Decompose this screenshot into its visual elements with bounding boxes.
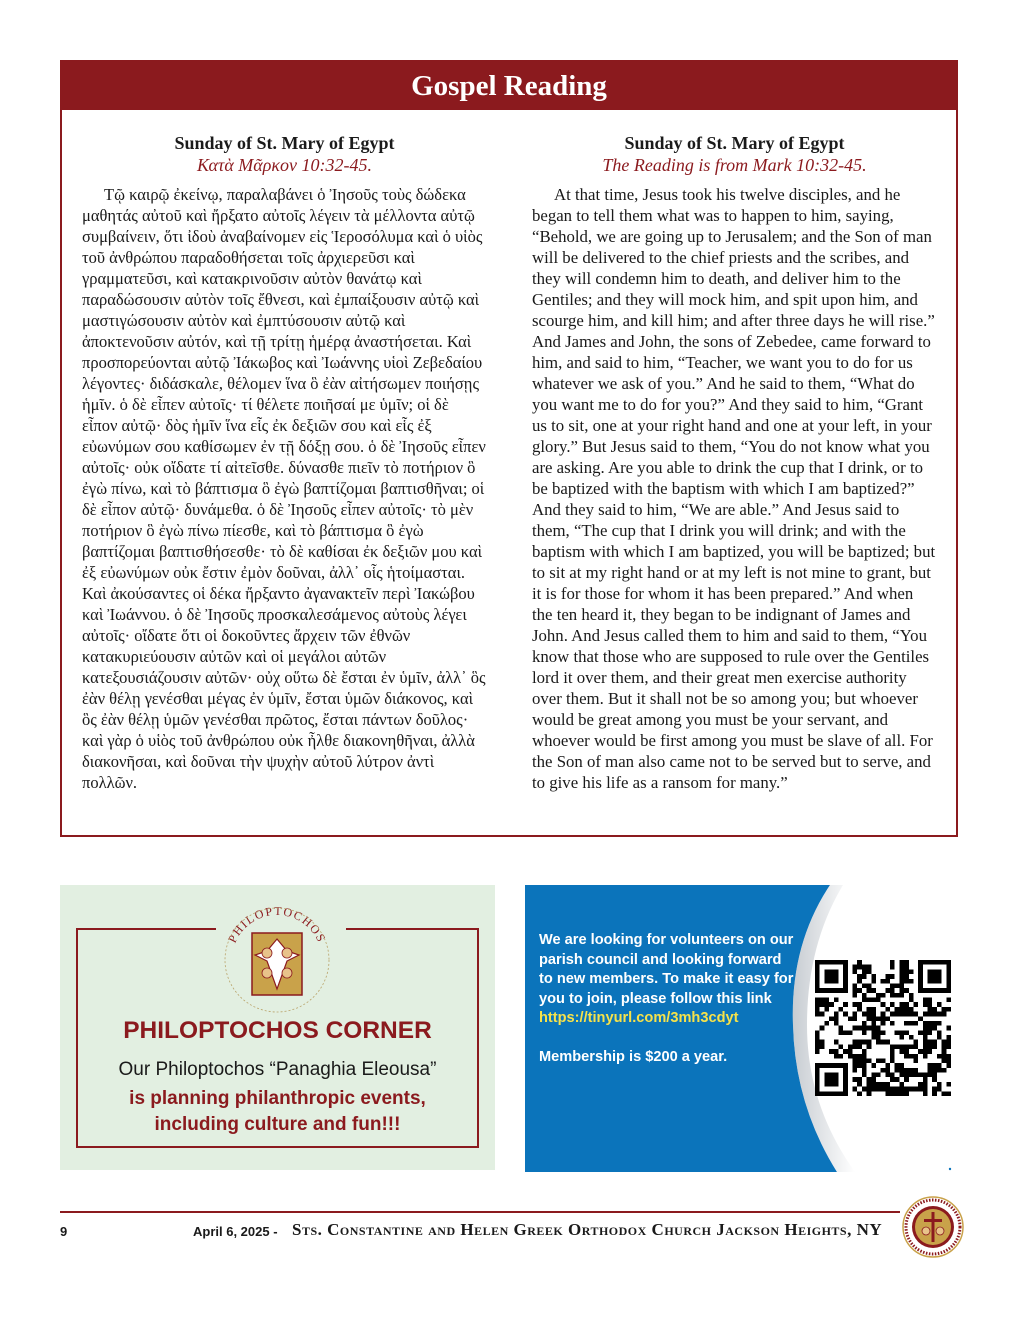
greek-text: Τῷ καιρῷ ἐκείνῳ, παραλαβάνει ὁ Ἰησοῦς τοὺς δώδεκα μαθητάς αὐτοῦ καὶ ἤρξατο αὐτοῖς λέγειν τὰ μέλλοντα αὐτῷ συμβαίνειν, ὅτι ἰδοὺ ἀναβαίνομεν εἰς Ἱεροσόλυμα καὶ ὁ υἱὸς τοῦ ἀνθρώπου παραδοθήσεται τοῖς ἀρχιερεῦσι καὶ γραμματεῦσι, καὶ κατακρινοῦσιν αὐτὸν θανάτῳ καὶ παραδώσουσιν αὐτὸν τοῖς ἔθνεσι, καὶ ἐμπαίξουσιν αὐτῷ καὶ μαστιγώσουσιν αὐτὸν καὶ ἐμπτύσουσιν αὐτῷ καὶ ἀποκτενοῦσιν αὐτόν, καὶ τῇ τρίτῃ ἡμέρᾳ ἀναστήσεται. Καὶ προσπορεύονται αὐτῷ Ἰάκωβος καὶ Ἰωάννης υἱοὶ Ζεβεδαίου λέγοντες· διδάσκαλε, θέλομεν ἵνα ὃ ἐὰν αἰτήσωμεν ποιήσῃς ἡμῖν. ὁ δὲ εἶπεν αὐτοῖς· τί θέλετε ποιῆσαί με ὑμῖν; οἱ δὲ εἶπον αὐτῷ· δὸς ἡμῖν ἵνα εἷς ἐκ δεξιῶν σου καὶ εἷς ἐξ εὐωνύμων σου καθίσωμεν ἐν τῇ δόξῃ σου. ὁ δὲ Ἰησοῦς εἶπεν αὐτοῖς· οὐκ οἴδατε τί αἰτεῖσθε. δύνασθε πιεῖν τὸ ποτήριον ὃ ἐγὼ πίνω, καὶ τὸ βάπτισμα ὃ ἐγὼ βαπτίζομαι βαπτισθῆναι; οἱ δὲ εἶπον αὐτῷ· δυνάμεθα. ὁ δὲ Ἰησοῦς εἶπεν αὐτοῖς· τὸ μὲν ποτήριον ὃ ἐγὼ πίνω πίεσθε, καὶ τὸ βάπτισμα ὃ ἐγὼ βαπτίζομαι βαπτισθήσεσθε· τὸ δὲ καθίσαι ἐκ δεξιῶν μου καὶ ἐξ εὐωνύμων οὐκ ἔστιν ἐμὸν δοῦναι, ἀλλ᾽ οἷς ἡτοίμασται. Καὶ ἀκούσαντες οἱ δέκα ἤρξαντο ἀγανακτεῖν περὶ Ἰακώβου καὶ Ἰωάννου. ὁ δὲ Ἰησοῦς προσκαλεσάμενος αὐτοὺς λέγει αὐτοῖς· οἴδατε ὅτι οἱ δοκοῦντες ἄρχειν τῶν ἐθνῶν κατακυριεύουσιν αὐτῶν καὶ οἱ μεγάλοι αὐτῶν κατεξουσιάζουσιν αὐτῶν· οὐχ οὕτω δὲ ἔσται ἐν ὑμῖν, ἀλλ᾽ ὃς ἐὰν θέλῃ γενέσθαι μέγας ἐν ὑμῖν, ἔσται ὑμῶν διάκονος, καὶ ὃς ἐὰν θέλῃ ὑμῶν γενέσθαι πρῶτος, ἔσται πάντων δοῦλος· καὶ γὰρ ὁ υἱὸς τοῦ ἀνθρώπου οὐκ ἦλθε διακονηθῆναι, ἀλλὰ διακονῆσαι, καὶ δοῦναι τὴν ψυχὴν αὐτοῦ λύτρον ἀντὶ πολλῶν.	[82, 185, 486, 792]
philoptochos-line-1: Our Philoptochos “Panaghia Eleousa”	[118, 1059, 437, 1080]
footer-rule	[60, 1211, 900, 1213]
page-number: 9	[60, 1224, 68, 1239]
greek-column	[82, 132, 487, 793]
english-subtitle: The Reading is from Mark 10:32-45.	[602, 155, 867, 175]
volunteers-link[interactable]: https://tinyurl.com/3mh3cdyt	[539, 1010, 739, 1027]
membership-fee: Membership is $200 a year.	[539, 1048, 728, 1065]
english-text: At that time, Jesus took his twelve disciples, and he began to tell them what was to happen to him, saying, “Behold, we are going up to Jerusalem; and the Son of man will be delivered to the chief priests and the scribes, and they will condemn him to death, and deliver him to the Gentiles; and they will mock him, and spit upon him, and scourge him, and kill him; and after three days he will rise.” And James and John, the sons of Zebedee, came forward to him, and said to him, “Teacher, we want you to do for us whatever we ask of you.” And he said to them, “What do you want me to do for you?” And they said to him, “Grant us to sit, one at your right hand and one at your left, in your glory.” But Jesus said to them, “You do not know what you are asking. Are you able to drink the cup that I drink, or to be baptized with the baptism with which I am baptized?” And they said to him, “We are able.” And Jesus said to them, “The cup that I drink you will drink; and with the baptism with which I am baptized, you will be baptized; but to sit at my right hand or at my left is not mine to grant, but it is for those for whom it has been prepared.” And when the ten heard it, they began to be indignant of James and John. And Jesus called them to him and said to them, “You know that those who are supposed to rule over the Gentiles lord it over them, and their great men exercise authority over them. But it shall not be so among you; but whoever would be great among you must be your servant, and whoever would be first among you must be slave of all. For the Son of man also came not to be served but to serve, and to give his life as a ransom for many.”	[532, 185, 936, 792]
english-title: Sunday of St. Mary of Egypt	[624, 133, 845, 153]
philoptochos-line-3: including culture and fun!!!	[154, 1114, 401, 1135]
gospel-reading-box	[60, 60, 958, 837]
svg-text:PHILOPTOCHOS: PHILOPTOCHOS	[225, 903, 329, 946]
philoptochos-logo-icon	[212, 895, 342, 1025]
gospel-header: Gospel Reading	[62, 62, 956, 110]
footer-church-name: Sts. Constantine and Helen Greek Orthodox Church Jackson Heights, NY	[292, 1220, 883, 1239]
footer-date: April 6, 2025 -	[193, 1224, 278, 1239]
qr-code-icon[interactable]	[815, 960, 951, 1096]
greek-subtitle: Κατὰ Μᾶρκον 10:32-45.	[196, 155, 373, 175]
philoptochos-title: PHILOPTOCHOS CORNER	[123, 1017, 432, 1044]
volunteers-panel	[525, 885, 960, 1172]
church-seal-icon	[902, 1196, 964, 1258]
english-column	[532, 132, 937, 793]
volunteers-text	[539, 931, 799, 1068]
philoptochos-panel	[60, 885, 495, 1170]
volunteers-message: We are looking for volunteers on our parish council and looking forward to new members. To make it easy for you to join, please follow this link	[539, 932, 794, 1007]
greek-title: Sunday of St. Mary of Egypt	[174, 133, 395, 153]
philoptochos-line-2: is planning philanthropic events,	[129, 1088, 426, 1109]
